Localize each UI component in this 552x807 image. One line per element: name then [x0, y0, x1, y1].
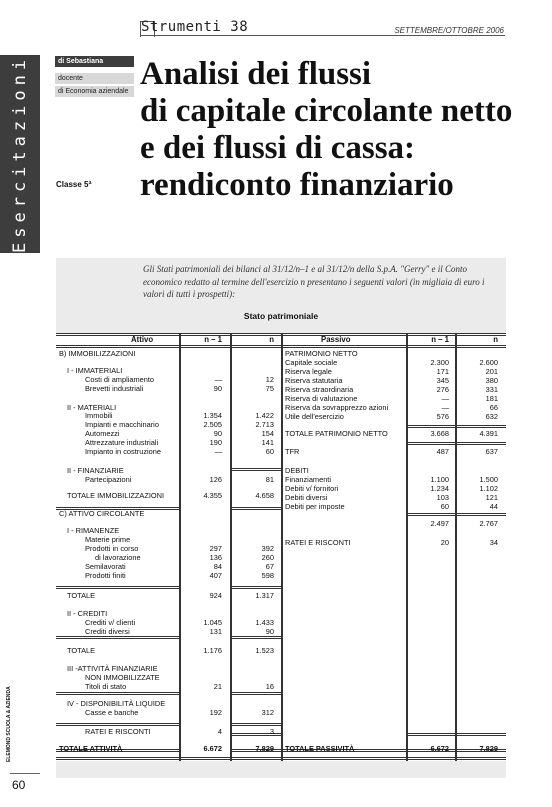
attivo-row-label: Crediti diversi [85, 627, 130, 636]
attivo-row-label: Materie prime [85, 535, 131, 544]
passivo-row-label: PATRIMONIO NETTO [285, 349, 358, 358]
side-tab-label: Esercitazioni [10, 54, 30, 253]
table-row-rule [230, 723, 281, 726]
author-subject: di Economia aziendale [55, 86, 134, 97]
passivo-row-label: Debiti v/ fornitori [285, 484, 339, 493]
attivo-value-n-minus-1: 6.672 [203, 744, 222, 753]
attivo-value-n-minus-1: 126 [209, 475, 222, 484]
attivo-value-n-minus-1: — [214, 375, 222, 384]
attivo-value-n-minus-1: 4 [217, 727, 222, 736]
balance-sheet-table [56, 333, 506, 761]
attivo-value-n: 2.713 [255, 420, 274, 429]
table-row-rule [406, 442, 506, 445]
passivo-row-label: Riserva straordinaria [285, 385, 354, 394]
intro-text: Gli Stati patrimoniali dei bilanci al 31/12/n–1 e al 31/12/n della S.p.A. "Gerry" e il Conto economico redatto al termine dell'esercizio n presentano i seguenti valori (in migliaia di euro i valori di tutti i prospetti): [143, 264, 485, 299]
header-passivo: Passivo [321, 335, 351, 344]
attivo-row-label: Automezzi [85, 429, 120, 438]
table-row-rule [406, 425, 506, 428]
attivo-row-label: Prodotti in corso [85, 544, 139, 553]
attivo-value-n-minus-1: 924 [209, 591, 222, 600]
passivo-value-n: 201 [485, 367, 498, 376]
table-row-rule [56, 692, 179, 695]
page-rule [10, 773, 40, 774]
attivo-value-n-minus-1: 136 [209, 553, 222, 562]
passivo-value-n-minus-1: 2.497 [430, 519, 449, 528]
table-row-rule [406, 733, 506, 736]
table-column-rule [230, 333, 232, 761]
title-line: di capitale circolante netto [140, 93, 513, 129]
attivo-value-n: 1.433 [255, 618, 274, 627]
table-column-rule [406, 333, 408, 761]
title-line: rendiconto finanziario [140, 167, 454, 203]
attivo-value-n-minus-1: 407 [209, 571, 222, 580]
attivo-value-n-minus-1: 297 [209, 544, 222, 553]
attivo-value-n: 12 [265, 375, 274, 384]
attivo-value-n: 7.829 [255, 744, 274, 753]
attivo-value-n: 1.422 [255, 411, 274, 420]
table-column-rule [455, 333, 457, 761]
passivo-value-n: 7.829 [479, 744, 498, 753]
page-number: 60 [12, 778, 26, 792]
passivo-value-n: 380 [485, 376, 498, 385]
passivo-row-label: TOTALE PATRIMONIO NETTO [285, 429, 388, 438]
attivo-row-label: Partecipazioni [85, 475, 132, 484]
passivo-value-n: 632 [485, 412, 498, 421]
publisher-label: ELEMOND SCUOLA & AZIENDA [6, 686, 12, 762]
attivo-row-label: di lavorazione [95, 553, 141, 562]
header-n-minus-1: n – 1 [431, 335, 449, 344]
passivo-value-n-minus-1: 3.668 [430, 429, 449, 438]
passivo-value-n: 34 [489, 538, 498, 547]
table-row-rule [230, 468, 281, 471]
attivo-row-label: RATEI E RISCONTI [85, 727, 151, 736]
passivo-value-n-minus-1: 20 [440, 538, 449, 547]
attivo-value-n: 141 [261, 438, 274, 447]
attivo-row-label: Brevetti industriali [85, 384, 144, 393]
passivo-value-n: 181 [485, 394, 498, 403]
section-name: Strumenti 38 [141, 19, 249, 35]
attivo-row-label: Semilavorati [85, 562, 126, 571]
passivo-value-n-minus-1: 276 [436, 385, 449, 394]
attivo-row-label: TOTALE IMMOBILIZZAZIONI [67, 491, 165, 500]
passivo-value-n-minus-1: 487 [436, 447, 449, 456]
attivo-value-n: 392 [261, 544, 274, 553]
table-column-rule [179, 333, 181, 761]
attivo-value-n: 81 [265, 475, 274, 484]
passivo-value-n-minus-1: 103 [436, 493, 449, 502]
passivo-row-label: Debiti diversi [285, 493, 328, 502]
attivo-value-n-minus-1: 2.505 [203, 420, 222, 429]
attivo-value-n-minus-1: 21 [213, 682, 222, 691]
header-n: n [493, 335, 498, 344]
passivo-value-n: 44 [489, 502, 498, 511]
attivo-row-label: Impianto in costruzione [85, 447, 161, 456]
attivo-row-label: II - MATERIALI [67, 403, 117, 412]
table-title: Stato patrimoniale [243, 311, 319, 321]
attivo-row-label: Titoli di stato [85, 682, 127, 691]
attivo-value-n-minus-1: 1.045 [203, 618, 222, 627]
attivo-row-label: I - RIMANENZE [67, 526, 120, 535]
table-row-rule [56, 345, 506, 348]
passivo-row-label: Riserva statutaria [285, 376, 343, 385]
table-row-rule [56, 723, 179, 726]
attivo-row-label: I - IMMATERIALI [67, 366, 123, 375]
attivo-value-n-minus-1: 90 [213, 429, 222, 438]
table-row-rule [230, 636, 281, 639]
attivo-value-n: 90 [265, 627, 274, 636]
passivo-value-n-minus-1: 576 [436, 412, 449, 421]
passivo-row-label: RATEI E RISCONTI [285, 538, 351, 547]
attivo-value-n: 16 [265, 682, 274, 691]
attivo-row-label: TOTALE [67, 591, 96, 600]
passivo-row-label: TFR [285, 447, 300, 456]
attivo-row-label: Impianti e macchinario [85, 420, 159, 429]
table-row-rule [230, 507, 281, 510]
attivo-value-n: 154 [261, 429, 274, 438]
attivo-value-n-minus-1: 192 [209, 708, 222, 717]
passivo-row-label: Debiti per imposte [285, 502, 345, 511]
attivo-row-label: Costi di ampliamento [85, 375, 155, 384]
attivo-value-n: 260 [261, 553, 274, 562]
table-row-rule [230, 586, 281, 589]
attivo-value-n-minus-1: 1.176 [203, 646, 222, 655]
attivo-value-n: 1.317 [255, 591, 274, 600]
passivo-value-n-minus-1: 171 [436, 367, 449, 376]
table-row-rule [406, 513, 506, 516]
passivo-row-label: Riserva di valutazione [285, 394, 358, 403]
passivo-value-n: 1.500 [479, 475, 498, 484]
header-rule [140, 35, 505, 36]
attivo-value-n-minus-1: 84 [213, 562, 222, 571]
passivo-value-n: 2.600 [479, 358, 498, 367]
passivo-row-label: Finanziamenti [285, 475, 332, 484]
author-name: di Sebastiana [55, 56, 134, 67]
attivo-row-label: TOTALE ATTIVITÀ [59, 744, 123, 753]
attivo-row-label: Casse e banche [85, 708, 139, 717]
passivo-row-label: Riserva da sovrapprezzo azioni [285, 403, 389, 412]
attivo-value-n: 4.658 [255, 491, 274, 500]
attivo-row-label: TOTALE [67, 646, 96, 655]
passivo-value-n-minus-1: 6.672 [430, 744, 449, 753]
passivo-value-n: 1.102 [479, 484, 498, 493]
attivo-row-label: Attrezzature industriali [85, 438, 159, 447]
header-attivo: Attivo [131, 335, 154, 344]
attivo-value-n-minus-1: 131 [209, 627, 222, 636]
passivo-value-n: 66 [489, 403, 498, 412]
passivo-value-n-minus-1: 345 [436, 376, 449, 385]
passivo-row-label: DEBITI [285, 466, 309, 475]
attivo-row-label: Prodotti finiti [85, 571, 126, 580]
attivo-value-n: 75 [265, 384, 274, 393]
attivo-row-label: IV - DISPONIBILITÀ LIQUIDE [67, 699, 166, 708]
table-row-rule [230, 692, 281, 695]
article-title [140, 56, 520, 204]
attivo-value-n: 1.523 [255, 646, 274, 655]
attivo-row-label: II - CREDITI [67, 609, 108, 618]
attivo-row-label: Crediti v/ clienti [85, 618, 136, 627]
attivo-value-n-minus-1: 190 [209, 438, 222, 447]
passivo-value-n-minus-1: 2.300 [430, 358, 449, 367]
passivo-row-label: Capitale sociale [285, 358, 338, 367]
passivo-value-n: 2.767 [479, 519, 498, 528]
passivo-value-n-minus-1: — [441, 403, 449, 412]
passivo-value-n: 121 [485, 493, 498, 502]
passivo-value-n-minus-1: 1.234 [430, 484, 449, 493]
attivo-row-label: NON IMMOBILIZZATE [85, 673, 160, 682]
attivo-value-n: 598 [261, 571, 274, 580]
attivo-value-n-minus-1: 1.354 [203, 411, 222, 420]
attivo-value-n: 312 [261, 708, 274, 717]
attivo-value-n: 3 [269, 727, 274, 736]
attivo-value-n-minus-1: 90 [213, 384, 222, 393]
passivo-row-label: TOTALE PASSIVITÀ [285, 744, 355, 753]
header-n: n [269, 335, 274, 344]
title-line: Analisi dei flussi [140, 56, 372, 92]
attivo-row-label: II - FINANZIARIE [67, 466, 124, 475]
passivo-value-n-minus-1: — [441, 394, 449, 403]
passivo-value-n-minus-1: 60 [440, 502, 449, 511]
attivo-row-label: B) IMMOBILIZZAZIONI [59, 349, 136, 358]
attivo-value-n: 67 [265, 562, 274, 571]
section-side-tab [0, 55, 40, 253]
attivo-row-label: C) ATTIVO CIRCOLANTE [59, 509, 145, 518]
attivo-row-label: Immobili [85, 411, 113, 420]
table-row-rule [56, 757, 506, 760]
attivo-value-n-minus-1: — [214, 447, 222, 456]
passivo-value-n-minus-1: 1.100 [430, 475, 449, 484]
passivo-row-label: Utile dell'esercizio [285, 412, 344, 421]
header-n-minus-1: n – 1 [204, 335, 222, 344]
table-column-rule [281, 333, 283, 761]
attivo-row-label: III -ATTIVITÀ FINANZIARIE [67, 664, 158, 673]
issue-date: SETTEMBRE/OTTOBRE 2006 [394, 26, 504, 35]
passivo-row-label: Riserva legale [285, 367, 332, 376]
attivo-value-n: 60 [265, 447, 274, 456]
table-row-rule [56, 586, 179, 589]
class-label: Classe 5ª [56, 180, 92, 189]
title-line: e dei flussi di cassa: [140, 130, 416, 166]
attivo-value-n-minus-1: 4.355 [203, 491, 222, 500]
passivo-value-n: 331 [485, 385, 498, 394]
passivo-value-n: 637 [485, 447, 498, 456]
passivo-value-n: 4.391 [479, 429, 498, 438]
table-row-rule [56, 636, 179, 639]
author-role: docente [55, 73, 134, 84]
